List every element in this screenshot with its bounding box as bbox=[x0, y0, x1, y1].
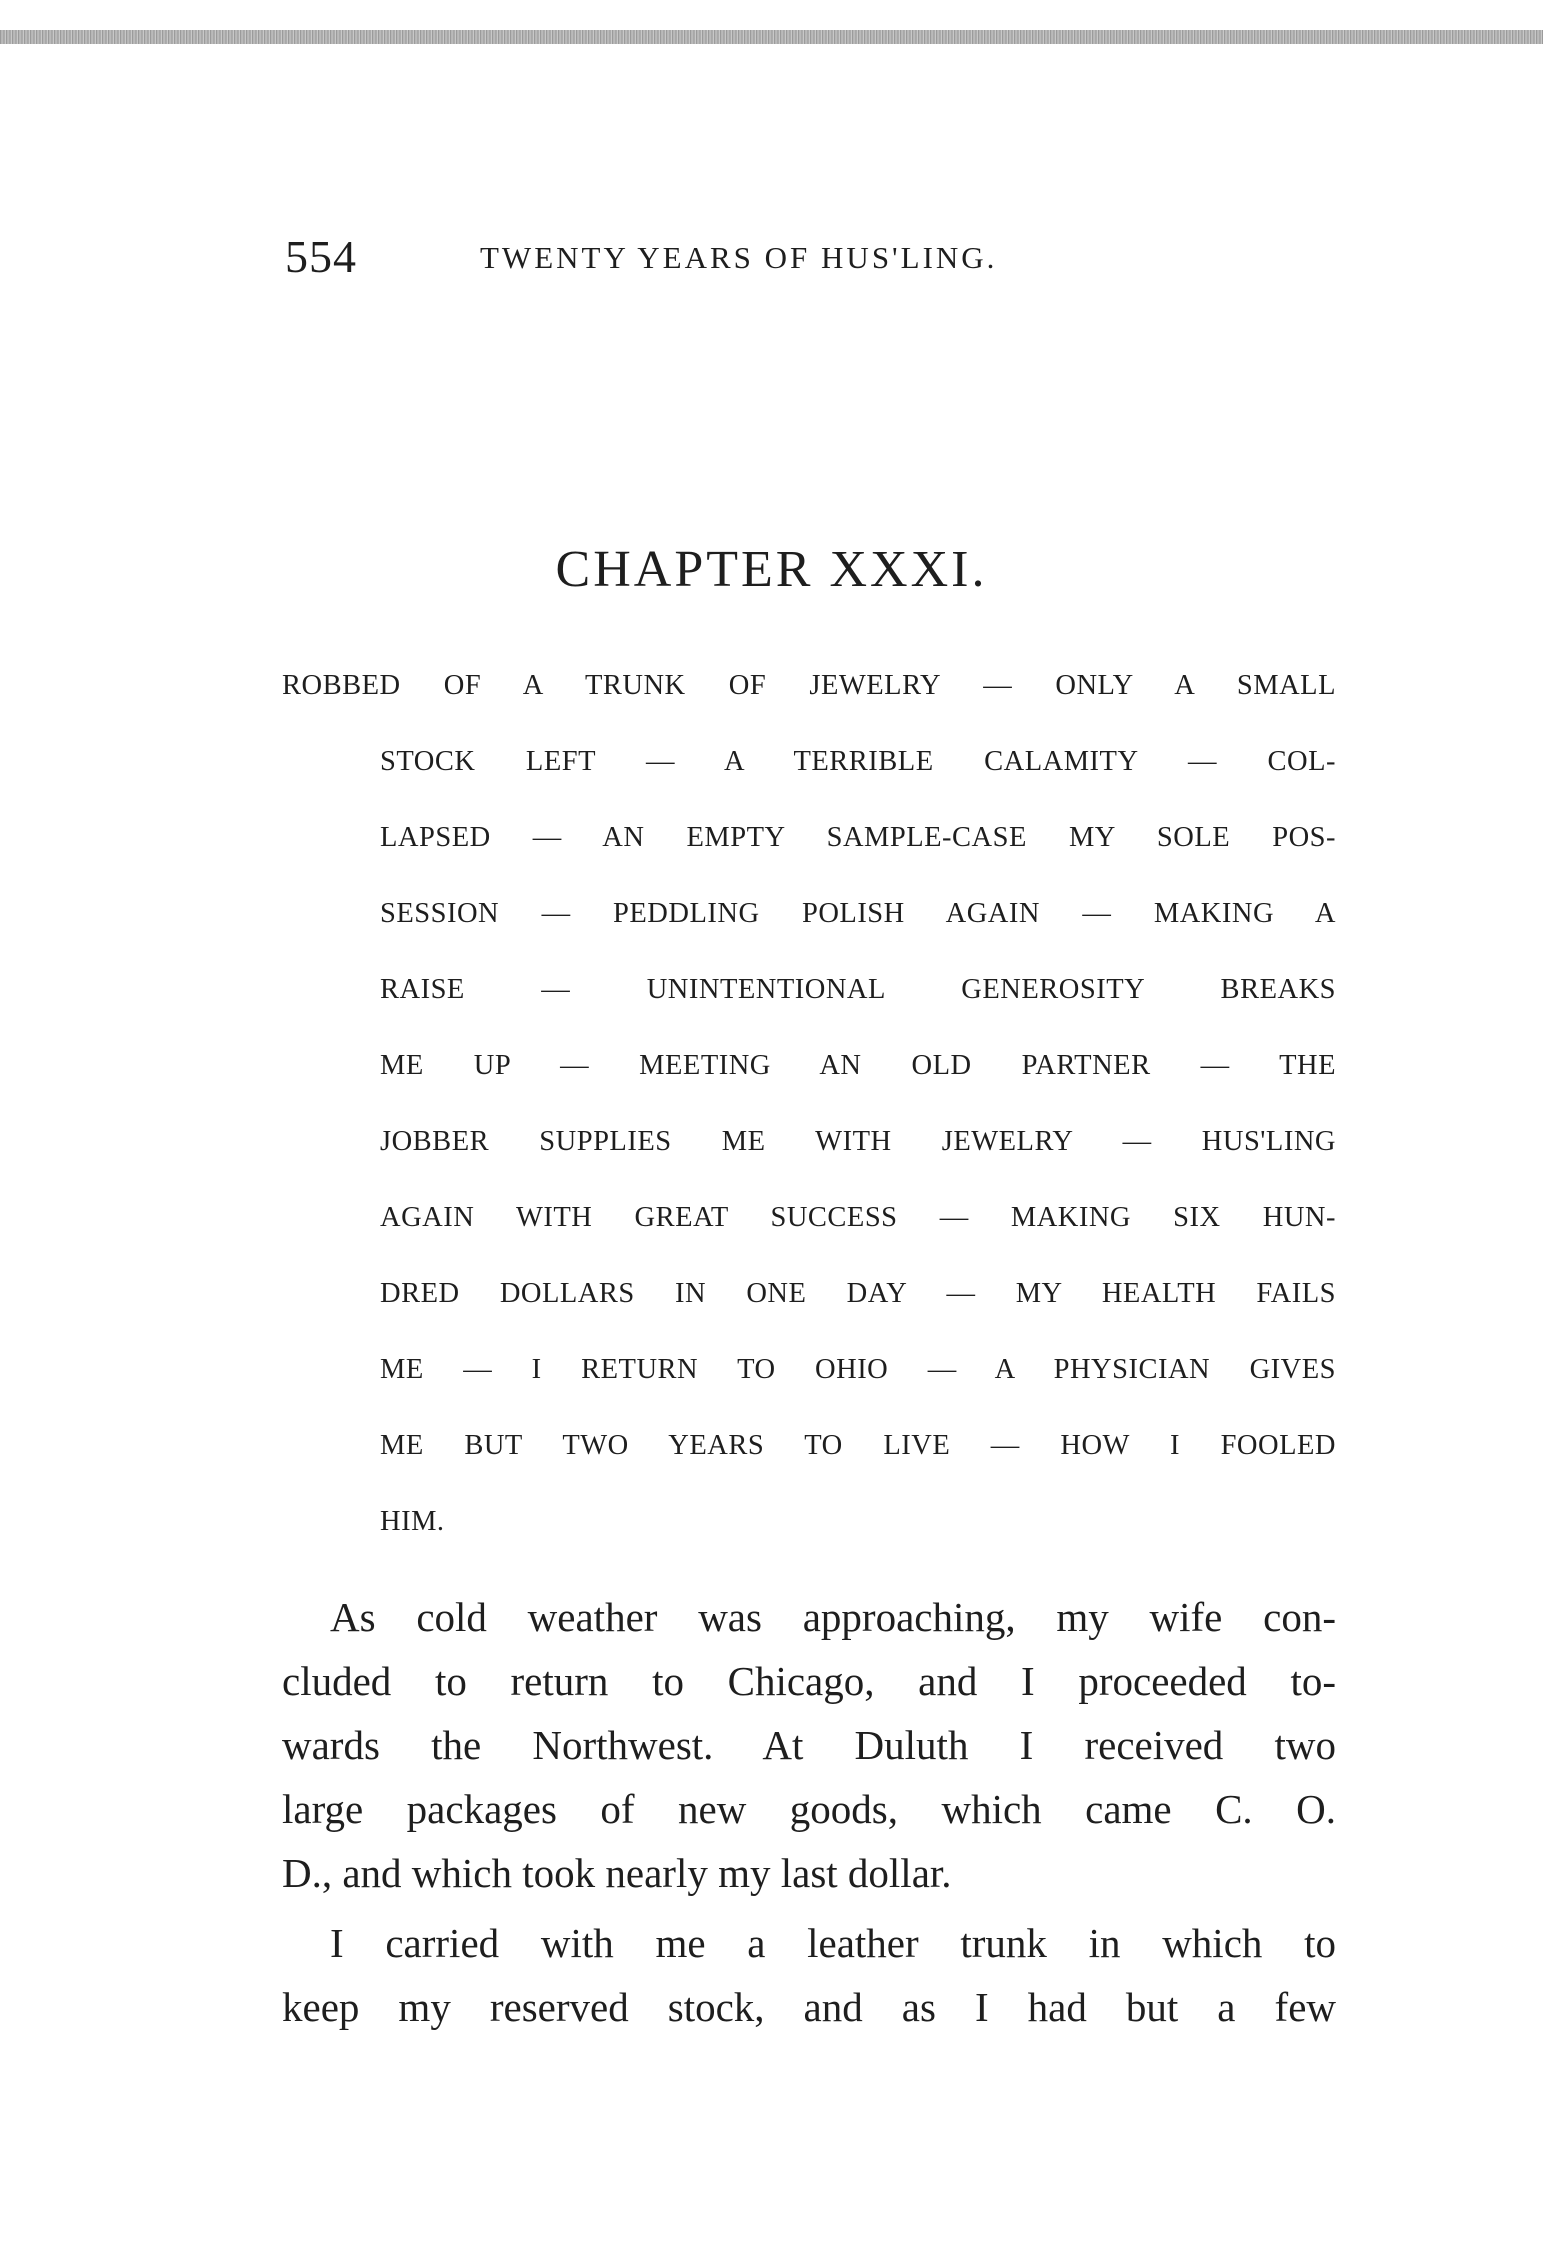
synopsis-line: SESSION — PEDDLING POLISH AGAIN — MAKING A bbox=[380, 898, 1336, 929]
synopsis-line: HIM. bbox=[380, 1506, 445, 1537]
text-line: I carried with me a leather trunk in which to bbox=[330, 1920, 1336, 1966]
chapter-heading: CHAPTER XXXI. bbox=[555, 541, 988, 598]
text-line: large packages of new goods, which came C. O. bbox=[282, 1786, 1336, 1832]
paragraph bbox=[282, 1911, 1336, 2039]
text-line: wards the Northwest. At Duluth I received two bbox=[282, 1722, 1336, 1768]
chapter-synopsis bbox=[282, 648, 1336, 1560]
text-line: D., and which took nearly my last dollar. bbox=[282, 1850, 952, 1896]
text-line: As cold weather was approaching, my wife con- bbox=[330, 1594, 1336, 1640]
synopsis-line: ROBBED OF A TRUNK OF JEWELRY — ONLY A SMALL bbox=[282, 670, 1336, 701]
paragraph bbox=[282, 1585, 1336, 1905]
synopsis-line: RAISE — UNINTENTIONAL GENEROSITY BREAKS bbox=[380, 974, 1336, 1005]
synopsis-line: ME BUT TWO YEARS TO LIVE — HOW I FOOLED bbox=[380, 1430, 1336, 1461]
page-top-edge bbox=[0, 30, 1543, 44]
running-title: TWENTY YEARS OF HUS'LING. bbox=[480, 240, 998, 275]
text-line: keep my reserved stock, and as I had but a few bbox=[282, 1984, 1336, 2030]
synopsis-line: AGAIN WITH GREAT SUCCESS — MAKING SIX HUN- bbox=[380, 1202, 1336, 1233]
page-number: 554 bbox=[285, 231, 357, 282]
synopsis-line: STOCK LEFT — A TERRIBLE CALAMITY — COL- bbox=[380, 746, 1336, 777]
synopsis-line: DRED DOLLARS IN ONE DAY — MY HEALTH FAILS bbox=[380, 1278, 1336, 1309]
synopsis-line: LAPSED — AN EMPTY SAMPLE-CASE MY SOLE POS- bbox=[380, 822, 1336, 853]
running-head bbox=[285, 230, 1385, 290]
synopsis-line: ME UP — MEETING AN OLD PARTNER — THE bbox=[380, 1050, 1336, 1081]
body-text bbox=[282, 1585, 1336, 2039]
synopsis-line: JOBBER SUPPLIES ME WITH JEWELRY — HUS'LING bbox=[380, 1126, 1336, 1157]
synopsis-line: ME — I RETURN TO OHIO — A PHYSICIAN GIVES bbox=[380, 1354, 1336, 1385]
text-line: cluded to return to Chicago, and I proceeded to- bbox=[282, 1658, 1336, 1704]
